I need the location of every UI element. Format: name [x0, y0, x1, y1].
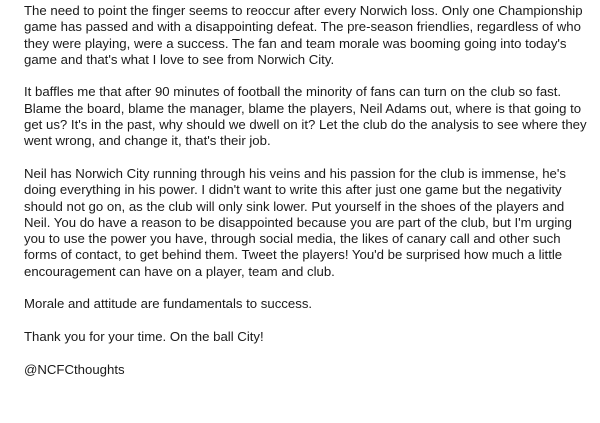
paragraph-morale: Morale and attitude are fundamentals to success. — [24, 296, 313, 312]
paragraph-closing: Thank you for your time. On the ball City! — [24, 328, 264, 344]
paragraph-opening: The need to point the finger seems to reoccur after every Norwich loss. Only one Championship game has passed and with a disappointing defeat. The pre-season friendlies, regardless of who they were playing, were a success. The fan and team morale was booming going into today's game and that's what I love to see from Norwich City. — [24, 3, 583, 67]
paragraph-fan-reaction: It baffles me that after 90 minutes of football the minority of fans can turn on the club so fast. Blame the board, blame the manager, blame the players, Neil Adams out, where is that going to get us? It's in the past, why should we dwell on it? Let the club do the analysis to see where they went wrong, and change it, that's their job. — [24, 84, 587, 149]
paragraph-support-appeal: Neil has Norwich City running through his veins and his passion for the club is immense, he's doing everything in his power. I didn't want to write this after just one game but the negativity should not go on, as the club will only sink lower. Put yourself in the shoes of the players and Neil. You do have a reason to be disappointed because you are part of the club, but I'm urging you to use the power you have, through social media, the likes of canary call and other such forms of contact, to get behind them. Tweet the players! You'd be surprised how much a little encouragement can have on a player, team and club. — [24, 165, 572, 279]
author-signature: @NCFCthoughts — [24, 361, 125, 377]
